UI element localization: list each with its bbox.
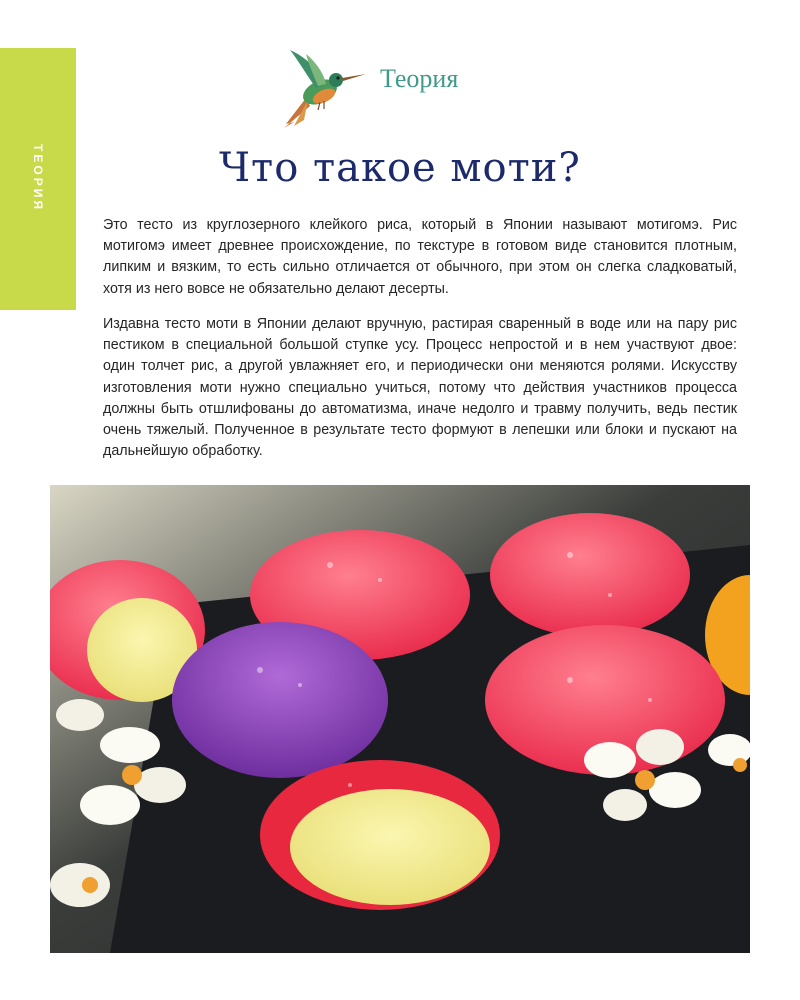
hummingbird-icon bbox=[276, 46, 368, 128]
section-header bbox=[276, 46, 516, 128]
mochi-photo-illustration bbox=[50, 485, 750, 953]
page-title: Что такое моти? bbox=[219, 145, 581, 191]
body-paragraph: Издавна тесто моти в Японии делают вручную, растирая сваренный в воде или на пару рис пестиком в специальной большой ступке усу. Процесс непростой и в нем участвуют двое: один толчет рис, а другой увлажняет его, и периодически они меняются ролями. Искусству изготовления моти нужно специально учиться, потому что действия участников процесса должны быть отшлифованы до автоматизма, иначе недолго и травму получить, ведь пестик очень тяжелый. Полученное в результате тесто формуют в лепешки или блоки и пускают на дальнейшую обработку. bbox=[103, 316, 737, 460]
body-paragraph: Это тесто из круглозерного клейкого риса, который в Японии называют мотигомэ. Рис мотигомэ имеет древнее происхождение, по текстуре в готовом виде становится плотным, липким и вязким, то есть сильно отличается от обычного, при этом он слегка сладковатый, хотя из него вовсе не обязательно делают десерты. bbox=[103, 217, 737, 297]
side-tab-label: ТЕОРИЯ bbox=[31, 144, 45, 212]
mochi-photo bbox=[50, 485, 750, 953]
section-label: Теория bbox=[380, 64, 459, 93]
